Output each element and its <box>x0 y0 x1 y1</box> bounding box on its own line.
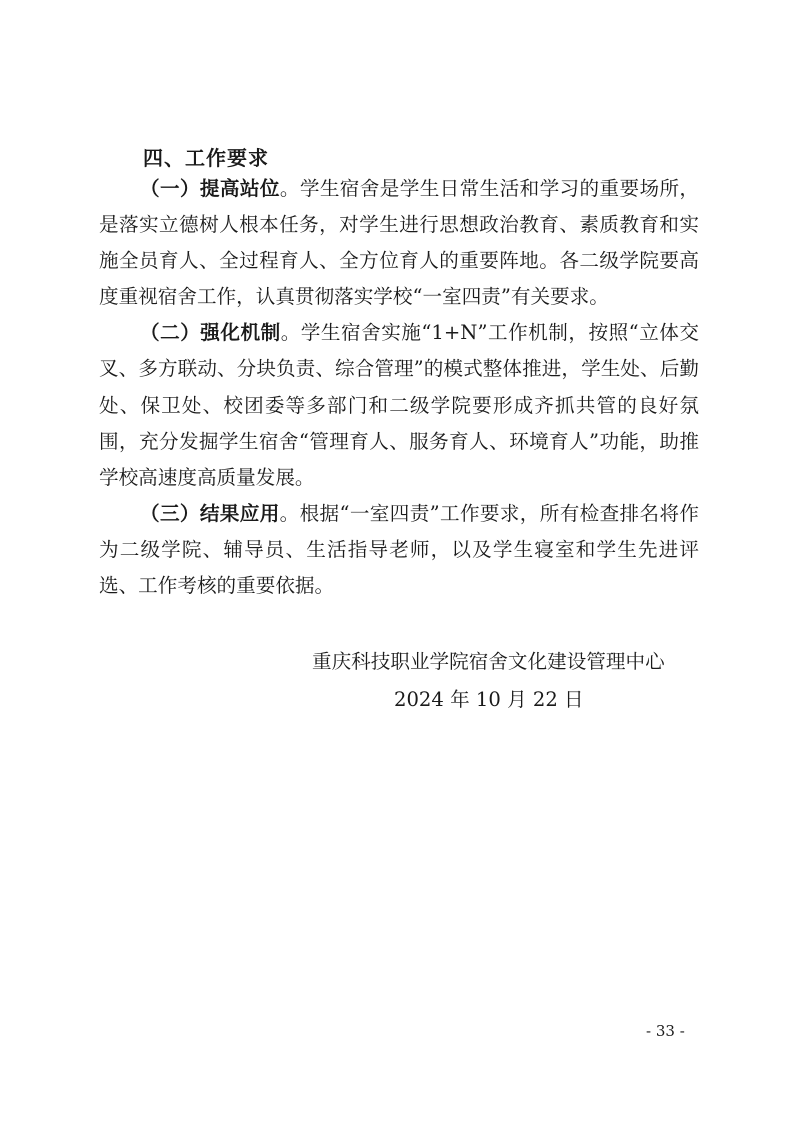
paragraph-2-title: （二）强化机制 <box>140 321 281 345</box>
paragraph-2 <box>99 315 699 495</box>
paragraph-1 <box>99 171 699 315</box>
page-number: - 33 - <box>646 1022 685 1040</box>
paragraph-1-text: 。学生宿舍是学生日常生活和学习的重要场所，是落实立德树人根本任务，对学生进行思想政治教育、素质教育和实施全员育人、全过程育人、全方位育人的重要阵地。各二级学院要高度重视宿舍工作，认真贯彻落实学校“一室四责”有关要求。 <box>99 177 700 309</box>
section-body <box>99 171 699 604</box>
paragraph-1-title: （一）提高站位 <box>140 177 280 200</box>
paragraph-3-title: （三）结果应用 <box>140 501 280 525</box>
paragraph-3 <box>99 496 699 604</box>
paragraph-3-text: 。根据“一室四责”工作要求，所有检查排名将作为二级学院、辅导员、生活指导老师，以及学生寝室和学生先进评选、工作考核的重要依据。 <box>99 501 699 598</box>
paragraph-2-text: 。学生宿舍实施“1+N”工作机制，按照“立体交叉、多方联动、分块负责、综合管理”的模式整体推进，学生处、后勤处、保卫处、校团委等多部门和二级学院要形成齐抓共管的良好氛围，充分发掘学生宿舍“管理育人、服务育人、环境育人”功能，助推学校高速度高质量发展。 <box>99 321 699 489</box>
section-heading: 四、工作要求 <box>143 146 269 170</box>
signature-date: 2024 年 10 月 22 日 <box>394 688 584 711</box>
signature-organization: 重庆科技职业学院宿舍文化建设管理中心 <box>312 650 665 673</box>
